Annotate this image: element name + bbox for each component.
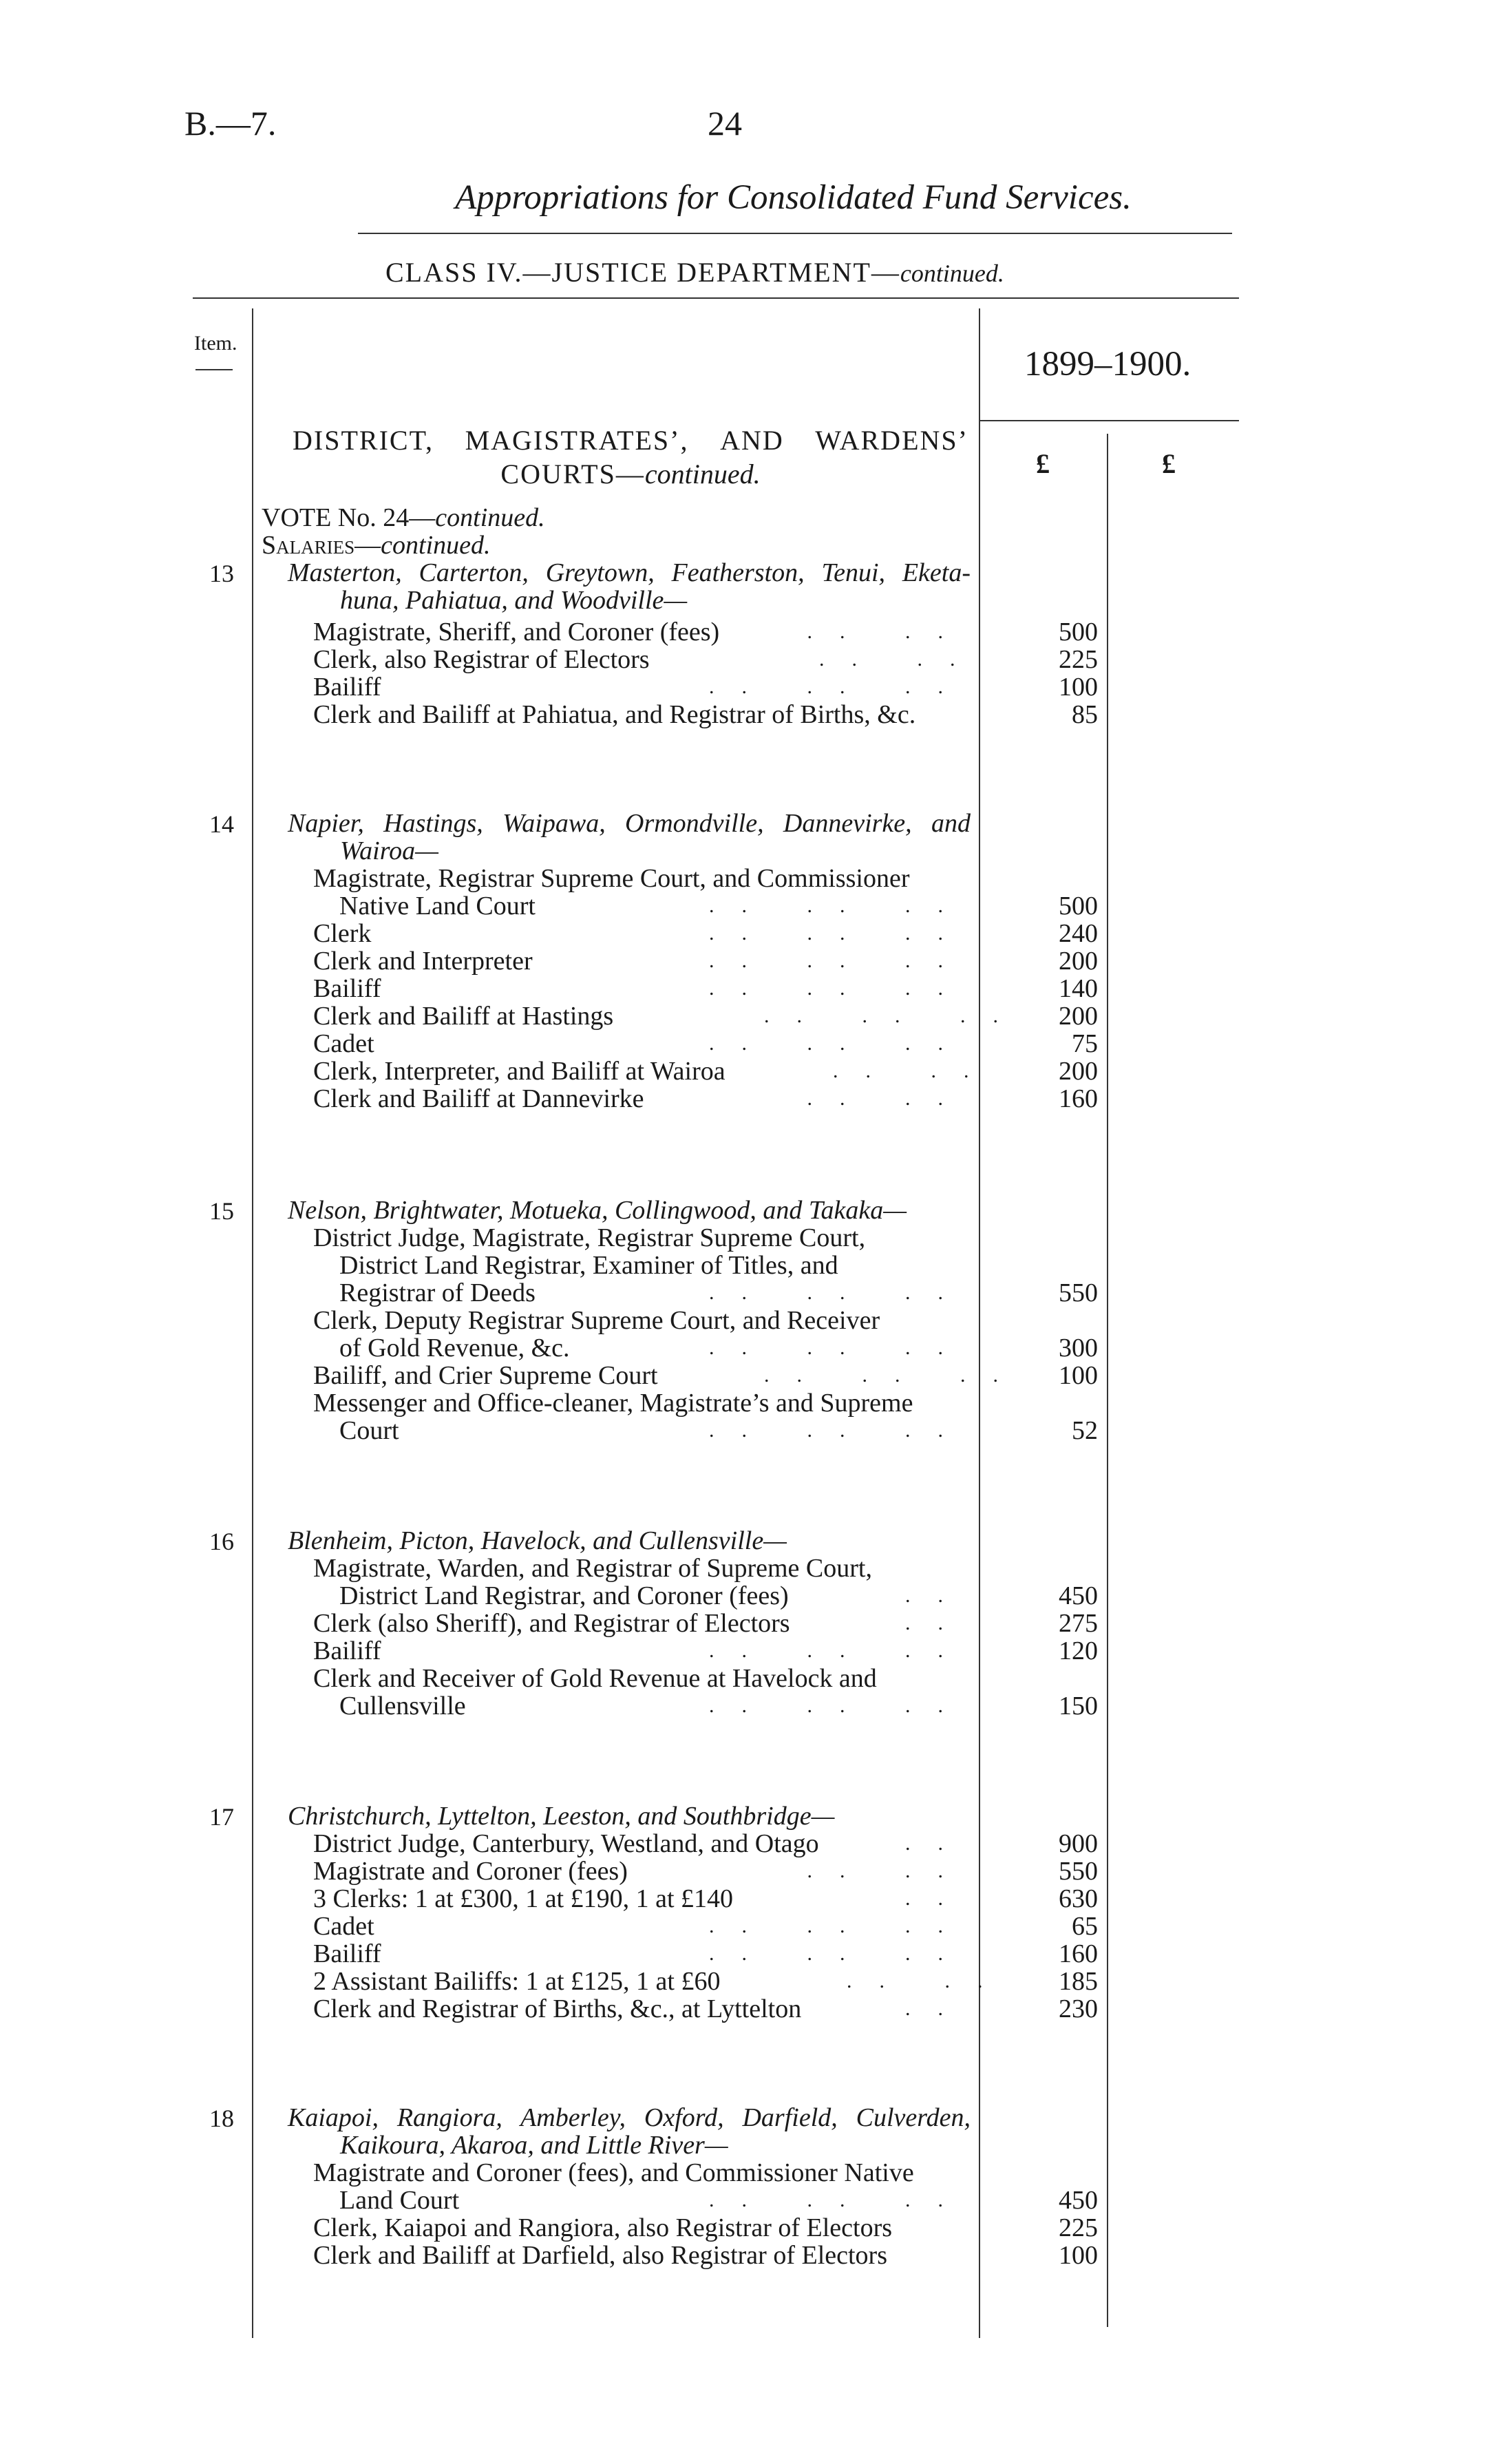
row-amount: 65 xyxy=(1072,1912,1098,1941)
table-row: Cadet .. .. .. 75 xyxy=(313,1029,1098,1058)
item-number: 17 xyxy=(209,1803,234,1831)
table-row: Clerk and Bailiff at Hastings .. .. .. 200 xyxy=(313,1002,1098,1031)
item-rows xyxy=(313,2158,1098,2270)
towns-line: Napier, Hastings, Waipawa, Ormondville, Dannevirke, and xyxy=(288,809,971,838)
table-row: Bailiff, and Crier Supreme Court .. .. .. 100 xyxy=(313,1361,1098,1390)
row-amount: 225 xyxy=(1059,645,1098,674)
table-row: Court .. .. .. 52 xyxy=(339,1416,1098,1445)
table-row: 2 Assistant Bailiffs: 1 at £125, 1 at £60 .. .. 185 xyxy=(313,1967,1098,1996)
vote-heading xyxy=(262,504,545,559)
row-amount: 450 xyxy=(1059,2186,1098,2215)
row-amount: 225 xyxy=(1059,2213,1098,2242)
row-description: Clerk and Bailiff at Dannevirke xyxy=(313,1084,644,1113)
row-description: Magistrate, Warden, and Registrar of Supreme Court, xyxy=(313,1554,872,1583)
row-description: District Land Registrar, Examiner of Titles, and xyxy=(339,1251,838,1280)
table-row: Cullensville .. .. .. 150 xyxy=(339,1692,1098,1720)
item-number: 15 xyxy=(209,1197,234,1225)
table-row xyxy=(313,2159,971,2187)
table-row: Bailiff .. .. .. 100 xyxy=(313,673,1098,702)
towns-line: Nelson, Brightwater, Motueka, Collingwood, and Takaka— xyxy=(288,1196,907,1225)
item-rows xyxy=(313,1223,1098,1445)
item-rows xyxy=(313,1829,1098,2023)
row-amount: 140 xyxy=(1059,974,1098,1003)
row-amount: 550 xyxy=(1059,1857,1098,1886)
table-row xyxy=(313,1307,971,1334)
row-description: 2 Assistant Bailiffs: 1 at £125, 1 at £60 xyxy=(313,1967,721,1996)
row-description: Cadet xyxy=(313,1912,374,1941)
row-description: Cadet xyxy=(313,1029,374,1058)
amount-column-rule xyxy=(979,308,980,2338)
row-amount: 160 xyxy=(1059,1084,1098,1113)
vote-cont: continued. xyxy=(435,503,545,532)
row-amount: 500 xyxy=(1059,892,1098,920)
row-description: Clerk, Deputy Registrar Supreme Court, and Receiver xyxy=(313,1306,880,1335)
row-description: Clerk and Bailiff at Darfield, also Registrar of Electors xyxy=(313,2241,887,2270)
table-row: District Land Registrar, and Coroner (fees) .. 450 xyxy=(339,1581,1098,1610)
row-description: Clerk and Registrar of Births, &c., at Lyttelton xyxy=(313,1994,802,2023)
row-description: Magistrate and Coroner (fees) xyxy=(313,1857,628,1886)
item-number: 16 xyxy=(209,1528,234,1555)
row-description: District Judge, Magistrate, Registrar Supreme Court, xyxy=(313,1223,866,1252)
section-title-word: AND xyxy=(720,425,784,456)
row-description: Messenger and Office-cleaner, Magistrate’s and Supreme xyxy=(313,1389,913,1418)
table-row: Land Court .. .. .. 450 xyxy=(339,2186,1098,2215)
row-description: Bailiff, and Crier Supreme Court xyxy=(313,1361,658,1390)
towns-line: Blenheim, Picton, Havelock, and Cullensville— xyxy=(288,1526,787,1555)
row-amount: 120 xyxy=(1059,1636,1098,1665)
year-rule xyxy=(980,420,1239,421)
table-row xyxy=(313,700,1098,729)
towns-line: Kaiapoi, Rangiora, Amberley, Oxford, Darfield, Culverden, xyxy=(288,2103,971,2132)
table-row: Bailiff .. .. .. 120 xyxy=(313,1636,1098,1665)
section-title-cont: continued. xyxy=(644,459,761,489)
towns-line: Christchurch, Lyttelton, Leeston, and Southbridge— xyxy=(288,1802,835,1831)
table-row: Registrar of Deeds .. .. .. 550 xyxy=(339,1278,1098,1307)
row-amount: 550 xyxy=(1059,1278,1098,1307)
class-title-main: CLASS IV.—JUSTICE DEPARTMENT— xyxy=(385,257,900,288)
row-description: Registrar of Deeds xyxy=(339,1278,536,1307)
item-number: 13 xyxy=(209,560,234,587)
row-description: Clerk and Interpreter xyxy=(313,947,533,976)
row-description: Bailiff xyxy=(313,1939,381,1968)
towns-line: Wairoa— xyxy=(340,836,438,865)
class-title xyxy=(385,256,1004,288)
item-column-header: Item. xyxy=(194,332,237,355)
table-row: Clerk and Bailiff at Dannevirke .. .. 160 xyxy=(313,1084,1098,1113)
table-row: Clerk and Interpreter .. .. .. 200 xyxy=(313,947,1098,976)
table-row xyxy=(313,1555,971,1582)
row-description: of Gold Revenue, &c. xyxy=(339,1334,570,1362)
row-amount: 630 xyxy=(1059,1884,1098,1913)
table-row xyxy=(313,1252,971,1279)
row-description: Clerk and Receiver of Gold Revenue at Havelock and xyxy=(313,1664,877,1693)
salaries-label: Salaries— xyxy=(262,531,381,560)
row-amount: 240 xyxy=(1059,919,1098,948)
item-head-rule xyxy=(195,369,233,370)
row-description: Bailiff xyxy=(313,974,381,1003)
row-amount: 900 xyxy=(1059,1829,1098,1858)
table-row: of Gold Revenue, &c. .. .. .. 300 xyxy=(339,1334,1098,1362)
row-amount: 275 xyxy=(1059,1609,1098,1638)
table-row: Clerk (also Sheriff), and Registrar of Electors .. 275 xyxy=(313,1609,1098,1638)
row-description: Magistrate and Coroner (fees), and Commissioner Native xyxy=(313,2158,914,2187)
row-description: Clerk and Bailiff at Hastings xyxy=(313,1002,614,1031)
row-description: Clerk xyxy=(313,919,372,948)
table-row: Clerk, also Registrar of Electors .. .. 225 xyxy=(313,645,1098,674)
title-rule xyxy=(358,233,1232,234)
item-rows xyxy=(313,864,1098,1113)
row-amount: 100 xyxy=(1059,1361,1098,1390)
row-description: Bailiff xyxy=(313,1636,381,1665)
row-amount: 200 xyxy=(1059,1057,1098,1086)
row-amount: 200 xyxy=(1059,1002,1098,1031)
towns-line: huna, Pahiatua, and Woodville— xyxy=(340,586,688,615)
table-top-rule xyxy=(193,297,1239,299)
row-amount: 500 xyxy=(1059,618,1098,646)
table-row: Clerk, Interpreter, and Bailiff at Wairoa .. .. 200 xyxy=(313,1057,1098,1086)
item-towns xyxy=(288,810,971,865)
row-amount: 100 xyxy=(1059,2241,1098,2270)
row-description: Land Court xyxy=(339,2186,460,2215)
item-rows xyxy=(313,618,1098,729)
table-row xyxy=(313,1224,971,1252)
row-amount: 230 xyxy=(1059,1994,1098,2023)
page-reference: B.—7. xyxy=(184,104,277,143)
row-description: Cullensville xyxy=(339,1692,466,1720)
table-row: Bailiff .. .. .. 160 xyxy=(313,1939,1098,1968)
item-number: 14 xyxy=(209,810,234,838)
row-amount: 150 xyxy=(1059,1692,1098,1720)
item-towns xyxy=(288,1527,971,1555)
table-row: Clerk .. .. .. 240 xyxy=(313,919,1098,948)
row-amount: 185 xyxy=(1059,1967,1098,1996)
amount-divider-rule xyxy=(1107,434,1108,2327)
item-towns xyxy=(288,1802,971,1830)
year-header: 1899–1900. xyxy=(1024,345,1191,383)
class-title-cont: continued. xyxy=(900,260,1004,287)
section-title-word: MAGISTRATES’, xyxy=(465,425,689,456)
row-description: 3 Clerks: 1 at £300, 1 at £190, 1 at £140 xyxy=(313,1884,734,1913)
page-number: 24 xyxy=(708,104,742,143)
row-description: Clerk and Bailiff at Pahiatua, and Registrar of Births, &c. xyxy=(313,700,916,729)
table-row xyxy=(313,2213,1098,2242)
item-towns xyxy=(288,2104,971,2159)
section-title xyxy=(293,424,968,490)
row-description: Bailiff xyxy=(313,673,381,702)
table-row xyxy=(313,2241,1098,2270)
item-rows xyxy=(313,1554,1098,1720)
towns-line: Kaikoura, Akaroa, and Little River— xyxy=(340,2131,728,2160)
row-description: Native Land Court xyxy=(339,892,536,920)
row-amount: 100 xyxy=(1059,673,1098,702)
table-row: Bailiff .. .. .. 140 xyxy=(313,974,1098,1003)
table-row: Cadet .. .. .. 65 xyxy=(313,1912,1098,1941)
vote-label: VOTE No. 24— xyxy=(262,503,436,532)
table-row: Magistrate and Coroner (fees) .. .. 550 xyxy=(313,1857,1098,1886)
table-row: District Judge, Canterbury, Westland, and Otago .. 900 xyxy=(313,1829,1098,1858)
table-row: Native Land Court .. .. .. 500 xyxy=(339,892,1098,920)
row-description: Court xyxy=(339,1416,399,1445)
row-description: Magistrate, Sheriff, and Coroner (fees) xyxy=(313,618,720,646)
row-description: District Judge, Canterbury, Westland, and Otago xyxy=(313,1829,819,1858)
table-row: 3 Clerks: 1 at £300, 1 at £190, 1 at £140 .. 630 xyxy=(313,1884,1098,1913)
row-description: Clerk, also Registrar of Electors xyxy=(313,645,650,674)
row-description: Clerk (also Sheriff), and Registrar of Electors xyxy=(313,1609,790,1638)
table-row xyxy=(313,865,971,892)
row-description: District Land Registrar, and Coroner (fees) xyxy=(339,1581,789,1610)
item-towns xyxy=(288,1197,971,1224)
row-amount: 85 xyxy=(1072,700,1098,729)
row-amount: 160 xyxy=(1059,1939,1098,1968)
item-column-rule xyxy=(252,308,253,2338)
item-number: 18 xyxy=(209,2105,234,2132)
row-amount: 200 xyxy=(1059,947,1098,976)
section-title-word: WARDENS’ xyxy=(815,425,968,456)
table-row xyxy=(313,1389,971,1417)
currency-right: £ xyxy=(1162,448,1176,479)
table-row: Clerk and Registrar of Births, &c., at Lyttelton .. 230 xyxy=(313,1994,1098,2023)
row-description: Clerk, Interpreter, and Bailiff at Wairoa xyxy=(313,1057,725,1086)
salaries-cont: continued. xyxy=(381,531,491,560)
row-amount: 75 xyxy=(1072,1029,1098,1058)
currency-left: £ xyxy=(1036,448,1050,479)
item-towns xyxy=(288,559,971,614)
towns-line: Masterton, Carterton, Greytown, Featherston, Tenui, Eketa- xyxy=(288,558,971,587)
row-description: Clerk, Kaiapoi and Rangiora, also Registrar of Electors xyxy=(313,2213,893,2242)
page-title: Appropriations for Consolidated Fund Services. xyxy=(455,178,1132,217)
table-row: Magistrate, Sheriff, and Coroner (fees) .. .. 500 xyxy=(313,618,1098,646)
row-amount: 52 xyxy=(1072,1416,1098,1445)
section-title-line2: COURTS— xyxy=(500,459,645,489)
row-description: Magistrate, Registrar Supreme Court, and Commissioner xyxy=(313,864,910,893)
row-amount: 450 xyxy=(1059,1581,1098,1610)
row-amount: 300 xyxy=(1059,1334,1098,1362)
table-row xyxy=(313,1665,971,1692)
section-title-word: DISTRICT, xyxy=(293,425,434,456)
